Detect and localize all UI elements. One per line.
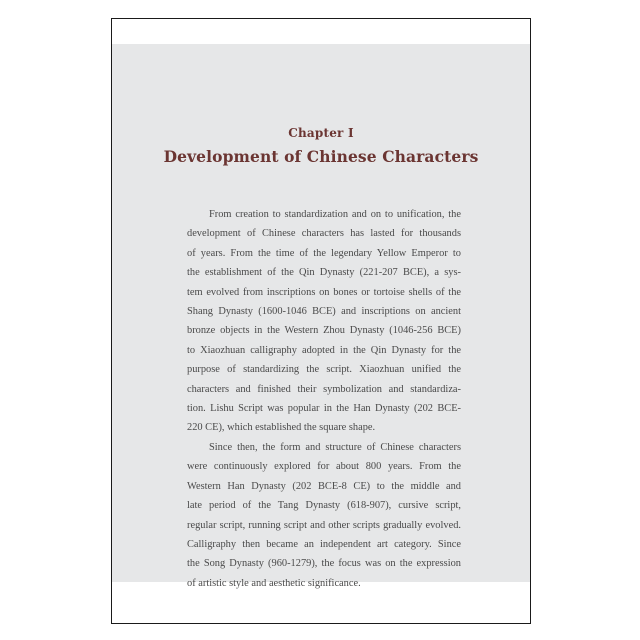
text-line: 220 CE), which established the square shape. bbox=[187, 422, 376, 434]
text-line: characters and finished their symbolization and standardiza- bbox=[187, 383, 461, 395]
text-line: purpose of standardizing the script. Xiaozhuan unified the bbox=[187, 364, 461, 376]
text-line: the Song Dynasty (960-1279), the focus was on the expression bbox=[187, 558, 461, 570]
text-line: of years. From the time of the legendary Yellow Emperor to bbox=[187, 247, 461, 259]
body-text bbox=[187, 205, 461, 593]
content-panel bbox=[112, 44, 530, 589]
text-line: late period of the Tang Dynasty (618-907), cursive script, bbox=[187, 500, 461, 512]
chapter-title: Development of Chinese Characters bbox=[163, 147, 479, 166]
text-line: Since then, the form and structure of Chinese characters bbox=[209, 441, 461, 453]
text-line: Shang Dynasty (1600-1046 BCE) and inscriptions on ancient bbox=[187, 306, 461, 318]
chapter-number: Chapter I bbox=[288, 126, 354, 140]
text-line: to Xiaozhuan calligraphy adopted in the Qin Dynasty for the bbox=[187, 344, 461, 356]
text-line: were continuously explored for about 800 years. From the bbox=[187, 461, 461, 473]
text-line: tem evolved from inscriptions on bones or tortoise shells of the bbox=[187, 286, 461, 298]
text-line: Western Han Dynasty (202 BCE-8 CE) to the middle and bbox=[187, 480, 461, 492]
paragraph-1 bbox=[187, 205, 461, 438]
text-line: bronze objects in the Western Zhou Dynasty (1046-256 BCE) bbox=[187, 325, 461, 337]
book-page bbox=[111, 18, 531, 624]
text-line: regular script, running script and other scripts gradually evolved. bbox=[187, 519, 461, 531]
text-line: From creation to standardization and on to unification, the bbox=[209, 209, 461, 220]
text-line: Calligraphy then became an independent art category. Since bbox=[187, 538, 461, 550]
text-line: development of Chinese characters has lasted for thousands bbox=[187, 228, 461, 240]
text-line: the establishment of the Qin Dynasty (221-207 BCE), a sys- bbox=[187, 267, 461, 279]
paragraph-2 bbox=[187, 438, 461, 593]
text-line: of artistic style and aesthetic significance. bbox=[187, 577, 361, 589]
text-line: tion. Lishu Script was popular in the Han Dynasty (202 BCE- bbox=[187, 403, 461, 415]
